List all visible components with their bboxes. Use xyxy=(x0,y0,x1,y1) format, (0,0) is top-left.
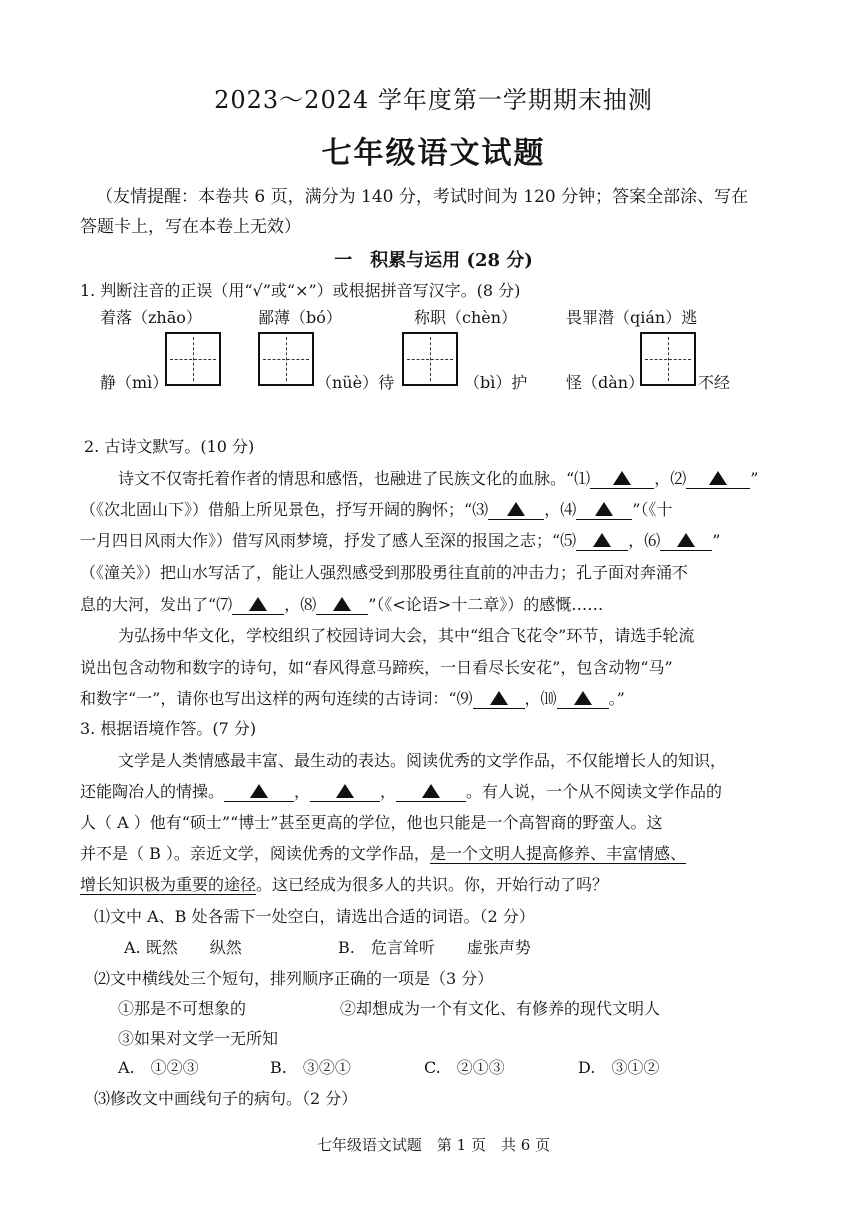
q2-p2-line-3: 和数字“一”，请你也写出这样的两句连续的古诗词：“⑼ ，⑽ 。” xyxy=(80,689,625,708)
q3-sub2-item-1: ①那是不可想象的 xyxy=(118,999,247,1018)
triangle-marker-icon xyxy=(709,471,727,485)
underlined-sentence-part-2: 增长知识极为重要的途径 xyxy=(80,875,257,894)
answer-blank[interactable] xyxy=(590,470,654,489)
exam-term-title: 2023～2024 学年度第一学期期末抽测 xyxy=(214,86,653,114)
answer-blank[interactable] xyxy=(232,596,284,615)
answer-blank[interactable] xyxy=(316,596,368,615)
q3-sub3: ⑶修改文中画线句子的病句。（2 分） xyxy=(94,1089,358,1108)
triangle-marker-icon xyxy=(613,471,631,485)
q1-write-1-before: 静（mì） xyxy=(100,373,169,392)
answer-blank[interactable] xyxy=(224,783,294,802)
answer-blank[interactable] xyxy=(660,532,712,551)
q1-judge-3: 称职（chèn） xyxy=(414,308,518,327)
q2-line-3: 一月四日风雨大作》）借写风雨梦境，抒发了感人至深的报国之志；“⑸ ，⑹ ” xyxy=(80,531,721,550)
q3-line-1: 文学是人类情感最丰富、最生动的表达。阅读优秀的文学作品，不仅能增长人的知识， xyxy=(118,751,727,770)
triangle-marker-icon xyxy=(677,533,695,547)
answer-blank[interactable] xyxy=(576,532,628,551)
q3-line-3: 人（ A ）他有“硕士”“博士”甚至更高的学位，他也只能是一个高智商的野蛮人。这 xyxy=(80,813,663,832)
q1-judge-4: 畏罪潜（qián）逃 xyxy=(566,308,698,327)
notice-line-2: 答题卡上，写在本卷上无效） xyxy=(80,217,301,237)
q2-line-4: （《潼关》）把山水写活了，能让人强烈感受到那股勇往直前的冲击力；孔子面对奔涌不 xyxy=(80,563,689,582)
tianzige-box-4 xyxy=(640,332,696,386)
q1-write-4-after: 不经 xyxy=(698,373,731,392)
triangle-marker-icon xyxy=(595,502,613,516)
q2-p2-line-2: 说出包含动物和数字的诗句，如“春风得意马蹄疾，一日看尽长安花”，包含动物“马” xyxy=(80,658,673,677)
notice-line-1: （友情提醒：本卷共 6 页，满分为 140 分，考试时间为 120 分钟；答案全部涂、写在 xyxy=(96,187,749,207)
q3-sub2: ⑵文中横线处三个短句，排列顺序正确的一项是（3 分） xyxy=(94,969,494,988)
tianzige-box-1 xyxy=(165,332,221,386)
q3-line-2: 还能陶冶人的情操。 ， ， 。有人说，一个从不阅读文学作品的 xyxy=(80,782,723,801)
triangle-marker-icon xyxy=(490,691,508,705)
q1-stem: 1. 判断注音的正误（用“√”或“×”）或根据拼音写汉字。(8 分) xyxy=(80,281,521,300)
underlined-sentence-part-1: 是一个文明人提高修养、丰富情感、 xyxy=(429,844,686,863)
triangle-marker-icon xyxy=(250,784,268,798)
triangle-marker-icon xyxy=(593,533,611,547)
q3-sub1: ⑴文中 A、B 处各需下一处空白，请选出合适的词语。（2 分） xyxy=(94,907,535,926)
triangle-marker-icon xyxy=(333,597,351,611)
tianzige-box-2 xyxy=(258,332,314,386)
page-footer: 七年级语文试题 第 1 页 共 6 页 xyxy=(316,1136,551,1154)
section-1-title: 一 积累与运用 (28 分) xyxy=(334,250,533,271)
q3-sub2-option-a: A. ①②③ xyxy=(118,1058,199,1077)
q3-sub2-item-3: ③如果对文学一无所知 xyxy=(118,1029,279,1048)
q1-write-3-after: （bì）护 xyxy=(464,373,528,392)
q2-line-2: （《次北固山下》）借船上所见景色，抒写开阔的胸怀；“⑶ ，⑷ ”（《十 xyxy=(80,500,673,519)
triangle-marker-icon xyxy=(422,784,440,798)
q2-line-5: 息的大河，发出了“⑺ ，⑻ ”（《<论语>十二章》）的感慨…… xyxy=(80,595,604,614)
triangle-marker-icon xyxy=(507,502,525,516)
q3-stem: 3. 根据语境作答。(7 分) xyxy=(80,719,257,738)
q1-judge-1: 着落（zhāo） xyxy=(100,308,202,327)
q2-p2-line-1: 为弘扬中华文化，学校组织了校园诗词大会，其中“组合飞花令”环节，请选手轮流 xyxy=(118,626,695,645)
triangle-marker-icon xyxy=(336,784,354,798)
q1-write-2-after: （nüè）待 xyxy=(316,373,395,392)
q3-sub1-option-a: A. 既然 纵然 xyxy=(124,938,242,957)
q3-line-5: 增长知识极为重要的途径。这已经成为很多人的共识。你，开始行动了吗？ xyxy=(80,875,609,894)
answer-blank[interactable] xyxy=(488,501,544,520)
tianzige-box-3 xyxy=(402,332,458,386)
q3-sub2-option-b: B. ③②① xyxy=(270,1058,351,1077)
q3-line-4: 并不是（ B ）。亲近文学，阅读优秀的文学作品，是一个文明人提高修养、丰富情感、 xyxy=(80,844,686,863)
q3-sub2-option-c: C. ②①③ xyxy=(424,1058,505,1077)
q3-sub2-option-d: D. ③①② xyxy=(578,1058,660,1077)
q3-sub1-option-b: B. 危言耸听 虚张声势 xyxy=(338,938,531,957)
triangle-marker-icon xyxy=(249,597,267,611)
answer-blank[interactable] xyxy=(310,783,380,802)
answer-blank[interactable] xyxy=(686,470,750,489)
q1-write-4-before: 怪（dàn） xyxy=(566,373,645,392)
q1-judge-2: 鄙薄（bó） xyxy=(258,308,342,327)
q2-stem: 2. 古诗文默写。(10 分) xyxy=(84,437,255,456)
exam-subject-title: 七年级语文试题 xyxy=(321,136,546,171)
q2-line-1: 诗文不仅寄托着作者的情思和感悟，也融进了民族文化的血脉。“⑴ ，⑵ ” xyxy=(118,469,759,488)
answer-blank[interactable] xyxy=(557,690,609,709)
triangle-marker-icon xyxy=(574,691,592,705)
answer-blank[interactable] xyxy=(473,690,525,709)
answer-blank[interactable] xyxy=(576,501,632,520)
answer-blank[interactable] xyxy=(396,783,466,802)
q3-sub2-item-2: ②却想成为一个有文化、有修养的现代文明人 xyxy=(340,999,661,1018)
